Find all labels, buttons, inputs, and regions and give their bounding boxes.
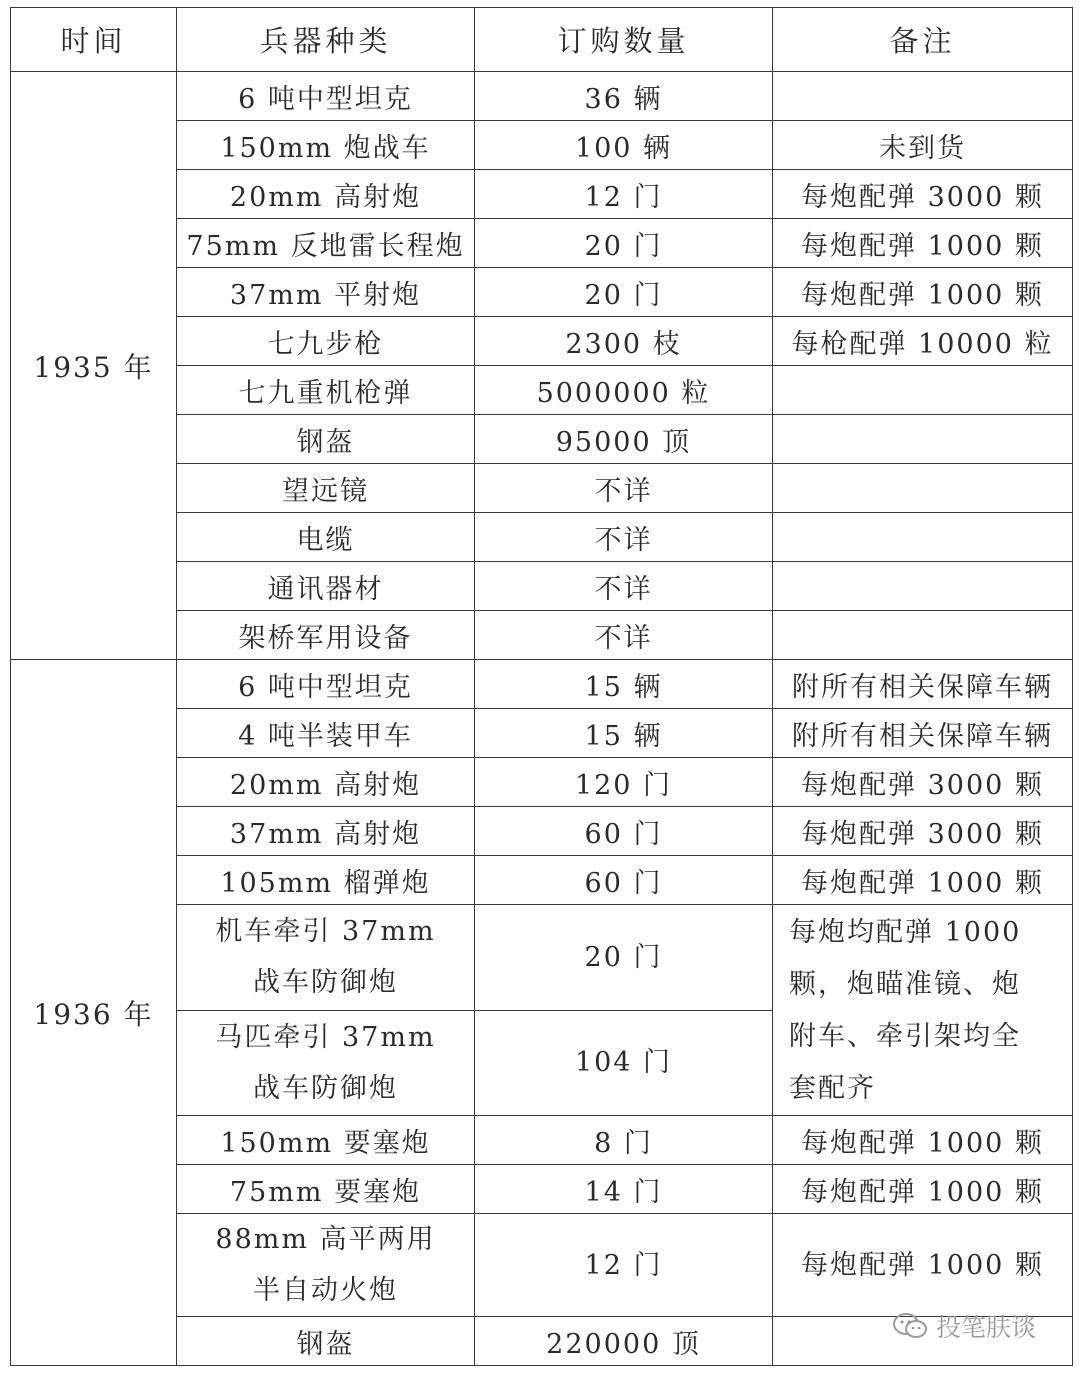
weapon-line: 6 吨中型坦克 [238,83,413,115]
weapon-line: 75mm 要塞炮 [229,1176,422,1208]
quantity-cell: 20 门 [475,905,773,1011]
weapon-line: 88mm 高平两用 [215,1224,436,1255]
weapon-cell [177,464,475,513]
weapon-cell [177,317,475,366]
weapon-cell [177,219,475,268]
weapon-line: 钢盔 [296,1328,355,1360]
watermark [892,1308,1036,1344]
remarks-line: 每炮均配弹 1000 [789,917,1022,948]
weapon-line: 机车牵引 37mm [215,916,436,948]
weapon-line: 战车防御炮 [253,967,398,999]
quantity-cell: 不详 [475,464,773,513]
header-row [11,8,1073,72]
remarks-cell: 每炮配弹 1000 颗 [773,268,1073,317]
quantity-cell: 不详 [475,513,773,562]
weapon-line: 钢盔 [296,426,355,458]
remarks-cell: 每枪配弹 10000 粒 [773,317,1073,366]
remarks-cell [773,415,1073,464]
weapon-line: 105mm 榴弹炮 [220,867,431,899]
weapon-cell [177,1165,475,1214]
remarks-cell: 每炮配弹 1000 颗 [773,856,1073,905]
remarks-cell: 每炮配弹 3000 颗 [773,170,1073,219]
remarks-line: 套配齐 [789,1073,876,1104]
remarks-cell [773,905,1073,1116]
header-order-quantity: 订购数量 [475,8,773,72]
weapon-cell [177,709,475,758]
table-row [11,660,1073,709]
remarks-cell: 未到货 [773,121,1073,170]
remarks-cell: 每炮配弹 1000 颗 [773,1165,1073,1214]
quantity-cell: 95000 顶 [475,415,773,464]
watermark-text: 投笔肤谈 [936,1313,1037,1342]
weapon-cell [177,807,475,856]
year-cell: 1936 年 [11,660,177,1366]
weapon-cell [177,660,475,709]
weapon-line: 望远镜 [282,475,369,507]
weapon-cell [177,513,475,562]
remarks-cell [773,562,1073,611]
weapon-cell [177,1116,475,1165]
weapon-line: 150mm 炮战车 [220,132,431,164]
quantity-cell: 14 门 [475,1165,773,1214]
weapon-line: 通讯器材 [267,573,384,605]
quantity-cell: 15 辆 [475,660,773,709]
weapon-line: 150mm 要塞炮 [220,1127,431,1159]
weapon-line: 20mm 高射炮 [229,181,422,213]
quantity-cell: 12 门 [475,170,773,219]
wechat-icon [892,1312,928,1340]
remarks-cell: 每炮配弹 1000 颗 [773,1214,1073,1317]
remarks-cell [773,464,1073,513]
weapon-line: 半自动火炮 [253,1275,398,1306]
weapon-line: 37mm 高射炮 [229,818,422,850]
remarks-cell [773,611,1073,660]
year-cell: 1935 年 [11,72,177,660]
weapon-line: 37mm 平射炮 [229,279,422,311]
quantity-cell: 12 门 [475,1214,773,1317]
quantity-cell: 不详 [475,562,773,611]
weapons-order-table [10,7,1073,1366]
remarks-cell [773,366,1073,415]
remarks-cell: 附所有相关保障车辆 [773,709,1073,758]
quantity-cell: 220000 顶 [475,1317,773,1366]
quantity-cell: 8 门 [475,1116,773,1165]
weapon-cell [177,1317,475,1366]
weapon-line: 七九步枪 [267,328,384,360]
header-remarks: 备注 [773,8,1073,72]
weapon-cell [177,1214,475,1317]
weapon-line: 七九重机枪弹 [238,377,413,409]
remarks-cell: 每炮配弹 1000 颗 [773,219,1073,268]
weapon-cell [177,366,475,415]
weapon-line: 战车防御炮 [253,1072,398,1104]
quantity-cell: 60 门 [475,856,773,905]
quantity-cell: 120 门 [475,758,773,807]
weapon-cell [177,562,475,611]
weapon-cell [177,268,475,317]
quantity-cell: 100 辆 [475,121,773,170]
quantity-cell: 20 门 [475,219,773,268]
weapon-line: 20mm 高射炮 [229,769,422,801]
quantity-cell: 不详 [475,611,773,660]
weapon-cell [177,611,475,660]
remarks-line: 颗，炮瞄准镜、炮 [789,969,1021,1000]
quantity-cell: 60 门 [475,807,773,856]
remarks-cell [773,72,1073,121]
header-time: 时间 [11,8,177,72]
weapon-line: 75mm 反地雷长程炮 [186,230,465,262]
weapon-line: 马匹牵引 37mm [215,1021,436,1053]
quantity-cell: 104 门 [475,1010,773,1116]
weapon-line: 电缆 [296,524,355,556]
table-row [11,72,1073,121]
quantity-cell: 5000000 粒 [475,366,773,415]
table-body [11,72,1073,1366]
remarks-line: 附车、牵引架均全 [789,1021,1021,1052]
remarks-cell: 附所有相关保障车辆 [773,660,1073,709]
header-weapon-type: 兵器种类 [177,8,475,72]
weapon-cell [177,415,475,464]
remarks-cell: 每炮配弹 3000 颗 [773,758,1073,807]
remarks-cell: 每炮配弹 3000 颗 [773,807,1073,856]
quantity-cell: 2300 枝 [475,317,773,366]
weapon-line: 架桥军用设备 [238,622,413,654]
weapon-cell [177,170,475,219]
weapon-line: 6 吨中型坦克 [238,671,413,703]
weapon-line: 4 吨半装甲车 [238,720,413,752]
quantity-cell: 15 辆 [475,709,773,758]
weapon-cell [177,758,475,807]
weapon-cell [177,905,475,1011]
remarks-cell: 每炮配弹 1000 颗 [773,1116,1073,1165]
remarks-cell [773,513,1073,562]
weapon-cell [177,1010,475,1116]
weapon-cell [177,72,475,121]
weapon-cell [177,856,475,905]
quantity-cell: 36 辆 [475,72,773,121]
quantity-cell: 20 门 [475,268,773,317]
weapon-cell [177,121,475,170]
